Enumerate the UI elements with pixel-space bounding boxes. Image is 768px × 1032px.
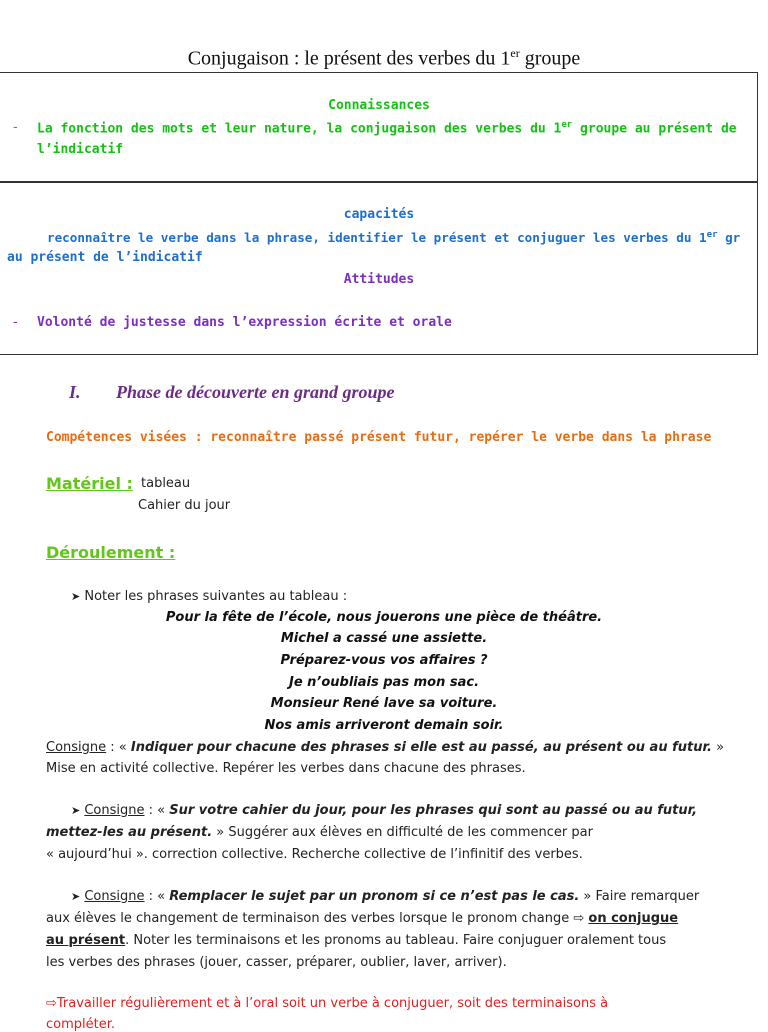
- sentence: Michel a cassé une assiette.: [280, 631, 488, 646]
- connaissances-line-1: La fonction des mots et leur nature, la conjugaison des verbes du 1er groupe au présent de: [37, 120, 737, 137]
- connaissances-heading: Connaissances: [328, 98, 430, 113]
- deroulement-label: Déroulement :: [46, 543, 176, 562]
- connaissances-line-2: l’indicatif: [37, 142, 124, 157]
- consigne-3-line-4: les verbes des phrases (jouer, casser, préparer, oublier, laver, arriver).: [46, 955, 507, 970]
- arrow-bullet-icon: ➤: [71, 590, 81, 603]
- connaissances-box: [0, 72, 758, 182]
- consigne-3: ➤ Consigne : « Remplacer le sujet par un pronom si ce n’est pas le cas. » Faire remarquer: [71, 889, 700, 904]
- list-dash: -: [13, 120, 18, 135]
- attitudes-heading: Attitudes: [343, 272, 415, 287]
- consigne-3-line-2: aux élèves le changement de terminaison des verbes lorsque le pronom change ⇨ on conjugue: [46, 911, 679, 926]
- list-dash: -: [13, 315, 18, 330]
- consigne-2: ➤ Consigne : « Sur votre cahier du jour, pour les phrases qui sont au passé ou au futur,: [71, 803, 698, 818]
- competences-line: Compétences visées : reconnaître passé présent futur, repérer le verbe dans la phrase: [46, 430, 712, 445]
- sentence: Monsieur René lave sa voiture.: [270, 696, 498, 711]
- sentence: Pour la fête de l’école, nous jouerons une pièce de théâtre.: [165, 610, 603, 625]
- materiel-item-2: Cahier du jour: [138, 498, 231, 513]
- arrow-bullet-icon: ➤: [71, 890, 81, 903]
- consigne-3-line-3: au présent. Noter les terminaisons et les pronoms au tableau. Faire conjuguer oralement tous: [46, 933, 667, 948]
- capacites-heading: capacités: [343, 207, 415, 222]
- capacites-box: [0, 182, 758, 355]
- materiel-label: Matériel :: [46, 474, 133, 493]
- capacites-line-1: reconnaître le verbe dans la phrase, identifier le présent et conjuguer les verbes du 1er gr: [47, 230, 741, 246]
- phase-heading: I. Phase de découverte en grand groupe: [69, 382, 395, 402]
- attitudes-item: Volonté de justesse dans l’expression écrite et orale: [37, 315, 452, 330]
- consigne-1-line-2: Mise en activité collective. Repérer les verbes dans chacune des phrases.: [46, 761, 526, 776]
- consigne-1: Consigne : « Indiquer pour chacune des phrases si elle est au passé, au présent ou au futur. »: [46, 740, 725, 755]
- note-line-1: ⇨Travailler régulièrement et à l’oral soit un verbe à conjuguer, soit des terminaisons à: [46, 996, 609, 1011]
- sentence: Préparez-vous vos affaires ?: [280, 653, 488, 668]
- page-title: Conjugaison : le présent des verbes du 1er groupe: [187, 46, 581, 70]
- step-1: ➤ Noter les phrases suivantes au tableau :: [71, 589, 348, 604]
- arrow-bullet-icon: ➤: [71, 804, 81, 817]
- note-line-2: compléter.: [46, 1017, 116, 1032]
- consigne-2-line-2: mettez-les au présent. » Suggérer aux élèves en difficulté de les commencer par: [46, 825, 593, 840]
- sentence: Je n’oubliais pas mon sac.: [288, 675, 480, 690]
- materiel-item-1: tableau: [141, 476, 191, 491]
- sentence: Nos amis arriveront demain soir.: [264, 718, 504, 733]
- consigne-2-line-3: « aujourd’hui ». correction collective. Recherche collective de l’infinitif des verbes.: [46, 847, 583, 862]
- capacites-line-2: au présent de l’indicatif: [7, 250, 203, 265]
